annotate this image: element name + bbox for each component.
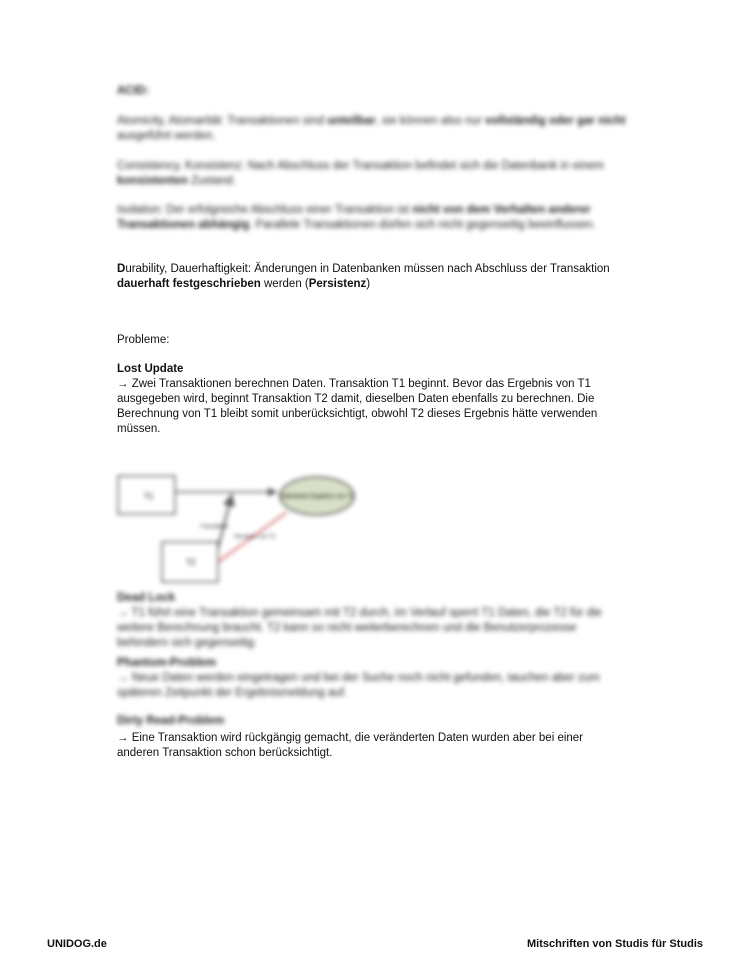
label-b: Versagen von T1 [234, 534, 276, 540]
durability-paragraph: Durability, Dauerhaftigkeit: Änderungen in Datenbanken müssen nach Abschluss der Transaktion dauerhaft festgeschrieben werden (Persistenz) [117, 263, 610, 290]
ellipse-label: Datenbank Ergebnis von T2 [279, 494, 355, 500]
phantom-title: Phantom-Problem [117, 657, 217, 669]
lost-update-diagram [112, 470, 362, 590]
footer-right: Mitschriften von Studis für Studis [526, 938, 703, 950]
problems-label: Probleme: [117, 334, 170, 346]
t2-arrow [218, 494, 232, 548]
consistency-paragraph: Consistency, Konsistenz: Nach Abschluss der Transaktion befindet sich die Datenbank in einem konsistenten Zustand. [117, 160, 604, 187]
label-a: Transaktion [200, 524, 229, 530]
t1-label: T1 [144, 492, 154, 501]
footer-left: UNIDOG.de [47, 938, 107, 950]
acid-title: ACID: [117, 85, 149, 97]
lost-update-text: → Zwei Transaktionen berechnen Daten. Transaktion T1 beginnt. Bevor das Ergebnis von T1 ausgegeben wird, beginnt Transaktion T2 damit, dieselben Daten ebenfalls zu berechnen. Die Berechnung von T1 bleibt somit unberücksichtigt, obwohl T2 dieses Ergebnis hätte verwenden müssen. [117, 378, 598, 435]
atomicity-paragraph: Atomicity, Atomarität: Transaktionen sind unteilbar, sie können also nur vollständig oder gar nicht ausgeführt werden. [117, 115, 626, 142]
phantom-text: → Neue Daten werden eingetragen und bei der Suche noch nicht gefunden, tauchen aber zum späteren Zeitpunkt der Ergebnismeldung auf. [117, 672, 600, 699]
isolation-paragraph: Isolation: Der erfolgreiche Abschluss einer Transaktion ist nicht von dem Verhalten anderer Transaktionen abhängig. Parallele Transaktionen dürfen sich nicht gegenseitig beeinflussen. [117, 204, 596, 231]
dead-lock-text: → T1 führt eine Transaktion gemeinsam mit T2 durch, im Verlauf sperrt T1 Daten, die T2 für die weitere Berechnung braucht. T2 kann so nicht weiterberechnen und die Benutzerprozesse behindern sich gegenseitig. [117, 607, 602, 649]
dirty-read-title: Dirty Read-Problem [117, 715, 225, 727]
t2-label: T2 [186, 558, 196, 567]
lost-update-title: Lost Update [117, 363, 184, 375]
dead-lock-title: Dead Lock [117, 592, 176, 604]
dirty-read-text: → Eine Transaktion wird rückgängig gemacht, die veränderten Daten wurden aber bei einer anderen Transaktion schon berücksichtigt. [117, 732, 584, 759]
